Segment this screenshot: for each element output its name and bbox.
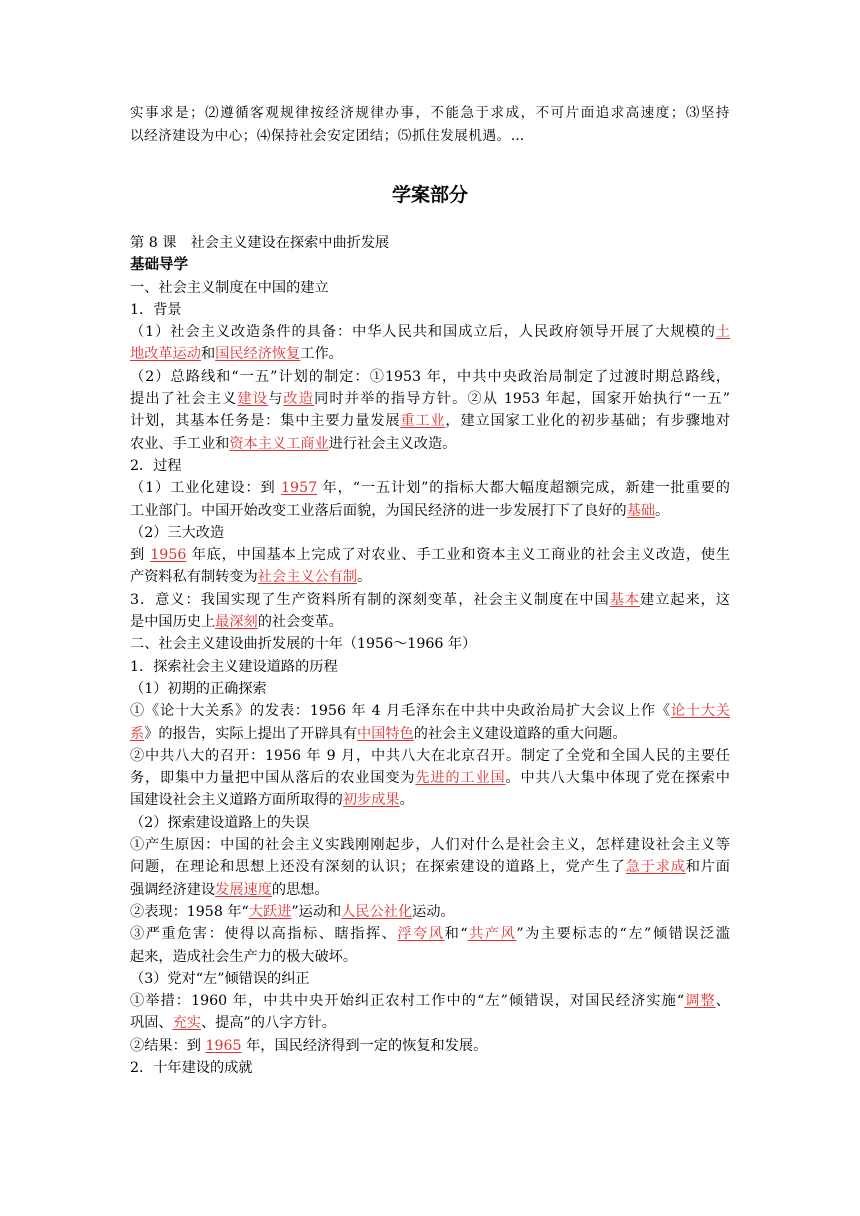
text-segment: 。中共八大集中体现了党在探索中: [505, 770, 730, 787]
text-segment: 巩固、: [130, 1015, 173, 1032]
text-segment: 2．过程: [130, 457, 182, 474]
text-segment: ①产生原因：中国的社会主义实践刚刚起步，人们对什么是社会主义，怎样建设社会主义等: [130, 837, 730, 854]
text-segment: 1．探索社会主义建设道路的历程: [130, 658, 338, 675]
text-segment: 》的报告，实际上提出了开辟具有: [144, 725, 358, 742]
page-title: 学案部分: [391, 184, 468, 206]
answer-keyword: 发展速度: [215, 881, 272, 898]
text-line: [130, 410, 730, 432]
text-segment: 强调经济建设: [130, 881, 216, 898]
text-line: [130, 990, 730, 1012]
answer-keyword: 地改革运动: [130, 346, 201, 363]
text-line: [130, 500, 730, 522]
text-segment: ①《论十大关系》的发表：1956 年 4 月毛泽东在中共中央政治局扩大会议上作《: [130, 703, 671, 720]
text-segment: 。: [399, 792, 414, 809]
text-segment: 是中国历史上: [130, 614, 216, 631]
answer-keyword: 国民经济恢复: [215, 346, 301, 363]
text-segment: 产资料私有制转变为: [130, 569, 258, 586]
text-line: [130, 1057, 730, 1079]
text-segment: 一、社会主义制度在中国的建立: [130, 279, 329, 296]
text-line: [130, 388, 730, 410]
text-segment: （2）三大改造: [130, 524, 225, 541]
text-segment: 运动。: [412, 903, 455, 920]
answer-keyword: 社会主义公有制: [257, 569, 358, 586]
section-heading: [130, 254, 730, 276]
text-line: [130, 544, 730, 566]
text-segment: ①举措：1960 年，中共中央开始纠正农村工作中的“左”倾错误，对国民经济实施“: [130, 993, 685, 1010]
text-line: [130, 232, 730, 254]
text-line: [130, 522, 730, 544]
text-line: [130, 343, 730, 365]
answer-keyword: 改造: [283, 391, 315, 408]
answer-keyword: 急于求成: [625, 859, 686, 876]
text-segment: 基础导学: [130, 257, 188, 274]
text-line: [130, 455, 730, 477]
text-segment: 建立起来，这: [640, 591, 730, 608]
lesson-body: [130, 232, 730, 1079]
text-line: [130, 1035, 730, 1057]
answer-keyword: 大跃进: [248, 903, 292, 920]
answer-keyword: 中国特色: [357, 725, 414, 742]
text-line: [130, 745, 730, 767]
text-segment: 、: [715, 993, 730, 1010]
text-segment: 1．背景: [130, 301, 182, 318]
text-segment: 计划，其基本任务是：集中主要力量发展: [130, 413, 401, 430]
text-segment: 。: [357, 569, 372, 586]
text-line: [130, 834, 730, 856]
answer-keyword: 论十大关: [670, 703, 730, 720]
text-segment: ”运动和: [291, 903, 342, 920]
text-segment: 二、社会主义建设曲折发展的十年（1956～1966 年）: [130, 636, 477, 653]
text-segment: 和片面: [685, 859, 730, 876]
text-segment: （2）总路线和“一五”计划的制定：①1953 年，中共中央政治局制定了过渡时期总路线，: [130, 368, 730, 385]
text-segment: （1）初期的正确探索: [130, 680, 267, 697]
text-segment: 和“: [444, 926, 468, 943]
text-line: [130, 946, 730, 968]
answer-keyword: 人民公社化: [341, 903, 413, 920]
text-segment: （3）党对“左”倾错误的纠正: [130, 970, 310, 987]
answer-keyword: 充实: [172, 1015, 201, 1032]
answer-keyword: 系: [130, 725, 145, 742]
text-segment: （1）工业化建设：到: [130, 480, 282, 497]
text-segment: 年，“一五计划”的指标大都大幅度超额完成，新建一批重要的: [317, 480, 730, 497]
text-segment: 第 8 课 社会主义建设在探索中曲折发展: [130, 235, 390, 251]
text-line: [130, 589, 730, 611]
text-line: [130, 901, 730, 923]
document-page: [130, 102, 730, 1079]
text-segment: 。: [654, 502, 670, 519]
text-segment: 起来，造成社会生产力的极大破坏。: [130, 948, 358, 965]
answer-keyword: 土: [715, 324, 730, 341]
text-segment: ②表现：1958 年“: [130, 903, 249, 920]
answer-keyword: 1957: [281, 480, 318, 497]
text-line: [130, 812, 730, 834]
text-line: [130, 633, 730, 655]
answer-keyword: 1965: [205, 1037, 242, 1054]
text-segment: 工作。: [300, 346, 343, 363]
text-segment: （2）探索建设道路上的失误: [130, 814, 310, 831]
intro-line: 实事求是；⑵遵循客观规律按经济规律办事，不能急于求成，不可片面追求高速度；⑶坚持: [130, 105, 730, 121]
text-line: [130, 321, 730, 343]
text-line: [130, 277, 730, 299]
text-segment: （1）社会主义改造条件的具备：中华人民共和国成立后，人民政府领导开展了大规模的: [130, 324, 716, 341]
text-line: [130, 879, 730, 901]
text-line: [130, 477, 730, 499]
text-line: [130, 566, 730, 588]
answer-keyword: 初步成果: [342, 792, 400, 809]
text-segment: 2．十年建设的成就: [130, 1059, 253, 1076]
text-line: [130, 789, 730, 811]
answer-keyword: 基本: [609, 591, 641, 608]
text-segment: 的社会变革。: [257, 614, 343, 631]
text-segment: 农业、手工业和: [130, 435, 230, 452]
text-segment: ②中共八大的召开：1956 年 9 月，中共八大在北京召开。制定了全党和全国人民的主要任: [130, 747, 730, 764]
text-segment: 的社会主义建设道路的重大问题。: [413, 725, 627, 742]
answer-keyword: 调整: [684, 993, 716, 1010]
text-line: [130, 767, 730, 789]
text-segment: 工业部门。中国开始改变工业落后面貌，为国民经济的进一步发展打下了良好的: [130, 502, 627, 519]
intro-line: 以经济建设为中心；⑷保持社会安定团结；⑸抓住发展机遇。…: [130, 128, 525, 144]
text-segment: 与: [268, 391, 284, 408]
answer-keyword: 1956: [150, 547, 187, 564]
text-line: [130, 366, 730, 388]
text-segment: ，建立国家工业化的初步基础；有步骤地对: [445, 413, 730, 430]
text-segment: 问题，在理论和思想上还没有深刻的认识；在探索建设的道路上，党产生了: [130, 859, 626, 876]
text-segment: ②结果：到: [130, 1037, 206, 1054]
answer-keyword: 先进的工业国: [415, 770, 506, 787]
text-line: [130, 433, 730, 455]
answer-keyword: 共产风: [467, 926, 517, 943]
text-segment: 年底，中国基本上完成了对农业、手工业和资本主义工商业的社会主义改造，使生: [186, 547, 730, 564]
intro-paragraph: [130, 102, 730, 148]
text-segment: ③严重危害：使得以高指标、瞎指挥、: [130, 926, 398, 943]
answer-keyword: 重工业: [400, 413, 446, 430]
answer-keyword: 资本主义工商业: [229, 435, 329, 452]
text-segment: 年，国民经济得到一定的恢复和发展。: [241, 1037, 488, 1054]
text-line: [130, 656, 730, 678]
answer-keyword: 基础: [626, 502, 655, 519]
text-segment: ”为主要标志的“左”倾错误泛滥: [516, 926, 730, 943]
answer-keyword: 浮夸风: [397, 926, 445, 943]
text-segment: 提出了社会主义: [130, 391, 238, 408]
text-segment: 进行社会主义改造。: [328, 435, 457, 452]
text-line: [130, 1012, 730, 1034]
text-line: [130, 299, 730, 321]
text-segment: 国建设社会主义道路方面所取得的: [130, 792, 343, 809]
text-segment: 、提高”的八字方针。: [200, 1015, 336, 1032]
text-line: [130, 723, 730, 745]
text-line: [130, 968, 730, 990]
text-segment: 务，即集中力量把中国从落后的农业国变为: [130, 770, 416, 787]
text-segment: 3．意义：我国实现了生产资料所有制的深刻变革，社会主义制度在中国: [130, 591, 610, 608]
text-segment: 到: [130, 547, 151, 564]
text-segment: 和: [200, 346, 216, 363]
text-line: [130, 856, 730, 878]
text-segment: 同时并举的指导方针。②从 1953 年起，国家开始执行“一五”: [314, 391, 730, 408]
text-line: [130, 611, 730, 633]
answer-keyword: 最深刻: [215, 614, 258, 631]
text-segment: 的思想。: [271, 881, 329, 898]
answer-keyword: 建设: [237, 391, 269, 408]
text-line: [130, 700, 730, 722]
text-line: [130, 678, 730, 700]
text-line: [130, 923, 730, 945]
